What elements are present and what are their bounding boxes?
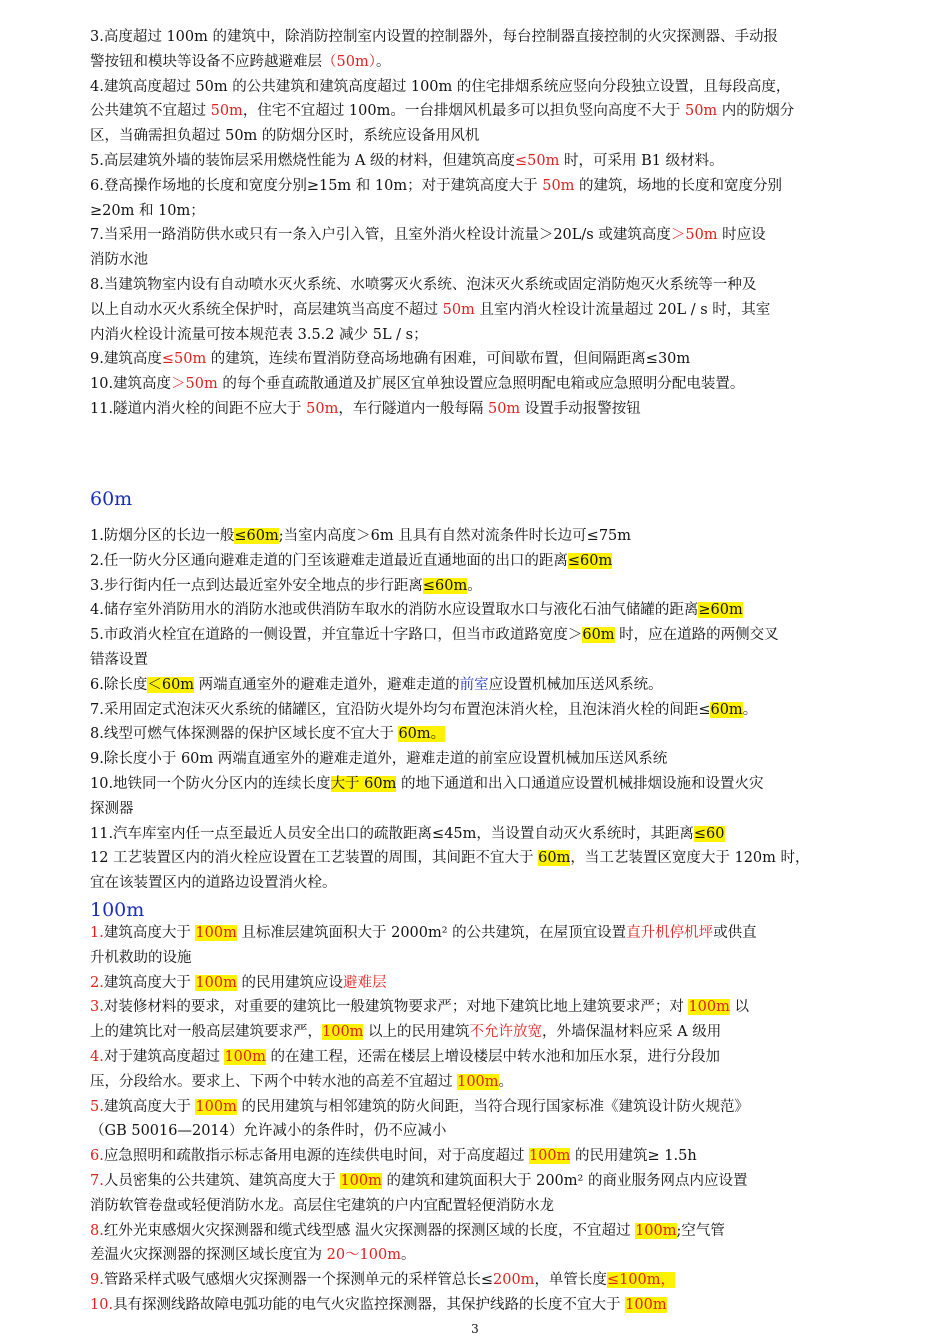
text-line: [90, 1243, 870, 1268]
text-run: 的建筑，连续布置消防登高场地确有困难，可间歇布置，但间隔距离≤30m: [206, 351, 691, 368]
text-line: [90, 747, 870, 772]
text-run: 8.当建筑物室内设有自动喷水灭火系统、水喷雾灭火系统、泡沫灭火系统或固定消防炮灭火系统等一种及: [90, 277, 757, 293]
text-run: ，当工艺装置区宽度大于 120m 时，: [570, 850, 810, 867]
text-run: 。: [498, 1073, 514, 1090]
text-run: 的地下通道和出入口通道应设置机械排烟设施和设置火灾: [396, 776, 764, 792]
text-line: [90, 298, 870, 323]
text-run: ，住宅不宜超过 100m。一台排烟风机最多可以担负竖向高度不大于: [242, 103, 685, 120]
emphasis-text: ≤60m: [567, 552, 613, 569]
emphasis-text: 5.: [90, 1098, 104, 1115]
text-run: 的每个垂直疏散通道及扩展区宜单独设置应急照明配电箱或应急照明分配电装置。: [217, 376, 745, 393]
text-run: ;空气管: [676, 1222, 725, 1239]
text-run: 11.汽车库室内任一点至最近人员安全出口的疏散距离≤45m，当设置自动灭火系统时，其距离: [90, 825, 694, 842]
text-run: 公共建筑不宜超过: [90, 103, 211, 120]
text-run: 。: [375, 53, 391, 70]
text-run: 2.任一防火分区通向避难走道的门至该避难走道最近直通地面的出口的距离: [90, 552, 568, 569]
text-run: （GB 50016—2014）允许减小的条件时，仍不应减小: [90, 1123, 447, 1140]
emphasis-text: 20～100m: [326, 1247, 401, 1264]
emphasis-text: ≤50m: [515, 153, 560, 169]
emphasis-text: 50m: [442, 301, 475, 318]
text-run: ;当室内高度＞6m 且具有自然对流条件时长边可≤75m: [278, 528, 632, 544]
text-run: 的民用建筑与相邻建筑的防火间距，当符合现行国家标准《建筑设计防火规范》: [236, 1098, 749, 1115]
emphasis-text: 1.: [90, 925, 104, 941]
text-run: 压，分段给水。要求上、下两个中转水池的高差不宜超过: [90, 1073, 458, 1090]
heading-60m: 60m: [90, 488, 133, 510]
text-line: [90, 273, 870, 298]
text-run: 消防水池: [90, 252, 148, 269]
text-run: 的建筑，场地的长度和宽度分别: [574, 177, 783, 194]
emphasis-text: 3.: [90, 999, 104, 1016]
text-line: [90, 25, 870, 50]
text-line: [90, 75, 870, 100]
text-line: [90, 1293, 870, 1318]
text-run: 6.除长度: [90, 676, 148, 693]
text-line: [90, 549, 870, 574]
text-run: 宜在该装置区内的道路边设置消火栓。: [90, 875, 337, 892]
text-line: [90, 99, 870, 124]
emphasis-text: 9.: [90, 1272, 104, 1289]
text-run: 时，可采用 B1 级材料。: [559, 153, 724, 169]
emphasis-text: 7.: [90, 1173, 104, 1189]
text-run: 11.隧道内消火栓的间距不应大于: [90, 401, 307, 417]
text-line: [90, 124, 870, 149]
text-line: [90, 1070, 870, 1095]
emphasis-text: ＞50m: [171, 376, 218, 393]
text-line: [90, 1045, 870, 1070]
emphasis-text: ≤60m: [234, 528, 279, 544]
text-line: [90, 1119, 870, 1144]
text-line: [90, 347, 870, 372]
text-run: 。: [742, 701, 758, 718]
emphasis-text: 100m: [457, 1073, 499, 1090]
page-number: 3: [471, 1322, 479, 1336]
emphasis-text: 100m: [340, 1173, 382, 1189]
text-run: 对装修材料的要求，对重要的建筑比一般建筑物要求严；对地下建筑比地上建筑要求严；对: [103, 999, 689, 1016]
text-run: 内的防烟分: [717, 103, 795, 120]
text-line: [90, 971, 870, 996]
emphasis-text: 60m: [538, 850, 571, 867]
text-line: [90, 722, 870, 747]
text-line: [90, 1194, 870, 1219]
emphasis-text: （50m）: [322, 53, 376, 70]
emphasis-text: 60m。: [398, 726, 446, 743]
text-run: 红外光束感烟火灾探测器和缆式线型感 温火灾探测器的探测区域的长度，不宜超过: [103, 1222, 636, 1239]
text-line: [90, 174, 870, 199]
text-run: 1.防烟分区的长边一般: [90, 528, 235, 544]
text-run: 内消火栓设计流量可按本规范表 3.5.2 减少 5L / s；: [90, 326, 428, 343]
text-line: [90, 846, 870, 871]
text-run: ≥20m 和 10m；: [90, 202, 205, 219]
text-run: 10.建筑高度: [90, 376, 172, 393]
text-run: 且室内消火栓设计流量超过 20L / s 时，其室: [474, 301, 771, 318]
emphasis-text: 100m: [688, 999, 730, 1016]
text-run: 两端直通室外的避难走道外，避难走道的: [194, 676, 460, 693]
text-run: 具有探测线路故障电弧功能的电气火灾监控探测器，其保护线路的长度不宜大于: [113, 1297, 626, 1313]
emphasis-text: 60m: [582, 627, 615, 644]
text-run: 管路采样式吸气感烟火灾探测器一个探测单元的采样管总长≤: [103, 1272, 493, 1289]
text-run: 对于建筑高度超过: [103, 1049, 225, 1065]
text-run: 的建筑和建筑面积大于 200m² 的商业服务网点内应设置: [381, 1173, 748, 1189]
emphasis-text: 100m: [635, 1222, 677, 1239]
text-run: 建筑高度大于: [103, 1098, 196, 1115]
emphasis-text: 100m: [625, 1297, 667, 1313]
text-line: [90, 524, 870, 549]
text-line: [90, 1268, 870, 1293]
text-run: 错落设置: [90, 652, 148, 668]
text-line: [90, 772, 870, 797]
emphasis-text: 50m: [210, 103, 243, 120]
emphasis-text: 避难层: [343, 974, 387, 991]
text-run: 或供直: [713, 925, 757, 941]
text-run: 6.登高操作场地的长度和宽度分别≥15m 和 10m；对于建筑高度大于: [90, 177, 543, 194]
text-run: 区，当确需担负超过 50m 的防烟分区时，系统应设备用风机: [90, 128, 480, 145]
emphasis-text: 不允许放宽: [469, 1024, 543, 1041]
text-run: 3.高度超过 100m 的建筑中，除消防控制室内设置的控制器外，每台控制器直接控制的火灾探测器、手动报: [90, 29, 778, 45]
emphasis-text: ≤50m: [161, 351, 207, 368]
text-run: 9.建筑高度: [90, 351, 162, 368]
text-run: 升机救助的设施: [90, 949, 192, 966]
text-run: 5.高层建筑外墙的装饰层采用燃烧性能为 A 级的材料，但建筑高度: [90, 153, 516, 169]
text-run: 上的建筑比对一般高层建筑要求严，: [90, 1024, 322, 1041]
emphasis-text: ≤100m，: [606, 1272, 676, 1289]
emphasis-text: 60m: [710, 701, 743, 718]
text-line: [90, 648, 870, 673]
text-line: [90, 1219, 870, 1244]
heading-100m: 100m: [90, 899, 145, 921]
emphasis-text: ＞50m: [670, 227, 718, 244]
text-run: 设置手动报警按钮: [520, 401, 641, 417]
text-run: 的民用建筑应设: [236, 974, 343, 991]
text-line: [90, 1144, 870, 1169]
emphasis-text: 50m: [684, 103, 718, 120]
text-run: ，车行隧道内一般每隔: [338, 401, 488, 417]
text-run: 差温火灾探测器的探测区域长度宜为: [90, 1247, 327, 1264]
text-line: [90, 372, 870, 397]
emphasis-text: 4.: [90, 1049, 104, 1065]
text-run: 5.市政消火栓宜在道路的一侧设置，并宜靠近十字路口，但当市政道路宽度＞: [90, 627, 583, 644]
text-run: 探测器: [90, 800, 134, 817]
emphasis-text: 2.: [90, 974, 104, 991]
emphasis-text: 100m: [195, 974, 237, 991]
text-line: [90, 199, 870, 224]
text-line: [90, 248, 870, 273]
text-run: 12 工艺装置区内的消火栓应设置在工艺装置的周围，其间距不宜大于: [90, 850, 539, 867]
text-run: 人员密集的公共建筑、建筑高度大于: [103, 1173, 341, 1189]
text-line: [90, 921, 870, 946]
text-line: [90, 574, 870, 599]
text-line: [90, 871, 870, 896]
emphasis-text: 100m: [322, 1024, 364, 1041]
text-line: [90, 822, 870, 847]
text-line: [90, 698, 870, 723]
emphasis-text: 100m: [528, 1148, 571, 1165]
text-run: 8.线型可燃气体探测器的保护区域长度不宜大于: [90, 726, 399, 743]
emphasis-text: 8.: [90, 1222, 104, 1239]
emphasis-text: ≤60m: [422, 577, 468, 594]
text-run: 7.当采用一路消防供水或只有一条入户引入管，且室外消火栓设计流量＞20L/s 或建筑高度: [90, 227, 671, 244]
emphasis-text: 6.: [90, 1148, 104, 1165]
text-run: 时应设: [717, 227, 766, 244]
text-line: [90, 623, 870, 648]
text-line: [90, 149, 870, 174]
text-line: [90, 1169, 870, 1194]
emphasis-text: 前室: [459, 676, 489, 693]
text-run: 应急照明和疏散指示标志备用电源的连续供电时间，对于高度超过: [103, 1148, 529, 1165]
emphasis-text: 50m: [542, 177, 575, 194]
text-run: 3.步行街内任一点到达最近室外安全地点的步行距离: [90, 577, 423, 594]
text-run: 以上的民用建筑: [363, 1024, 470, 1041]
text-line: [90, 323, 870, 348]
text-run: 建筑高度大于: [103, 974, 196, 991]
text-run: 。: [401, 1247, 416, 1264]
text-run: 且标准层建筑面积大于 2000m² 的公共建筑，在屋顶宜设置: [236, 925, 627, 941]
text-line: [90, 223, 870, 248]
emphasis-text: 100m: [195, 925, 237, 941]
text-run: 以上自动水灭火系统全保护时，高层建筑当高度不超过: [90, 301, 443, 318]
text-run: 的民用建筑≥ 1.5h: [570, 1148, 697, 1165]
text-line: [90, 673, 870, 698]
text-line: [90, 946, 870, 971]
text-run: ，单管长度: [534, 1272, 607, 1289]
text-run: 消防软管卷盘或轻便消防水龙。高层住宅建筑的户内宜配置轻便消防水龙: [90, 1197, 554, 1214]
emphasis-text: ＜60m: [147, 676, 195, 693]
emphasis-text: 50m: [306, 401, 339, 417]
text-run: 的在建工程，还需在楼层上增设楼层中转水池和加压水泵，进行分段加: [265, 1049, 720, 1065]
text-line: [90, 1095, 870, 1120]
text-line: [90, 1020, 870, 1045]
emphasis-text: 10.: [90, 1297, 114, 1313]
text-run: 。: [467, 577, 482, 594]
emphasis-text: 直升机停机坪: [626, 925, 714, 941]
text-run: 警按钮和模块等设备不应跨越避难层: [90, 53, 322, 70]
text-run: 4.建筑高度超过 50m 的公共建筑和建筑高度超过 100m 的住宅排烟系统应竖向分段独立设置，且每段高度，: [90, 78, 791, 95]
text-run: 以: [729, 999, 749, 1016]
emphasis-text: ≤60: [693, 825, 725, 842]
text-run: 时，应在道路的两侧交叉: [614, 627, 779, 644]
text-line: [90, 598, 870, 623]
emphasis-text: 大于 60m: [330, 776, 397, 792]
text-run: 建筑高度大于: [103, 925, 196, 941]
emphasis-text: 200m: [493, 1272, 535, 1289]
text-run: 7.采用固定式泡沫灭火系统的储罐区，宜沿防火堤外均匀布置泡沫消火栓，且泡沫消火栓的间距≤: [90, 701, 711, 718]
text-run: 9.除长度小于 60m 两端直通室外的避难走道外，避难走道的前室应设置机械加压送风系统: [90, 751, 668, 768]
text-line: [90, 50, 870, 75]
text-line: [90, 797, 870, 822]
emphasis-text: ≥60m: [698, 602, 743, 619]
text-run: ，外墙保温材料应采 A 级用: [542, 1024, 722, 1041]
emphasis-text: 50m: [487, 401, 521, 417]
emphasis-text: 100m: [195, 1098, 237, 1115]
text-run: 4.储存室外消防用水的消防水池或供消防车取水的消防水应设置取水口与液化石油气储罐的距离: [90, 602, 699, 619]
emphasis-text: 100m: [224, 1049, 266, 1065]
text-line: [90, 397, 870, 422]
text-line: [90, 995, 870, 1020]
text-run: 10.地铁同一个防火分区内的连续长度: [90, 776, 331, 792]
text-run: 应设置机械加压送风系统。: [488, 676, 663, 693]
